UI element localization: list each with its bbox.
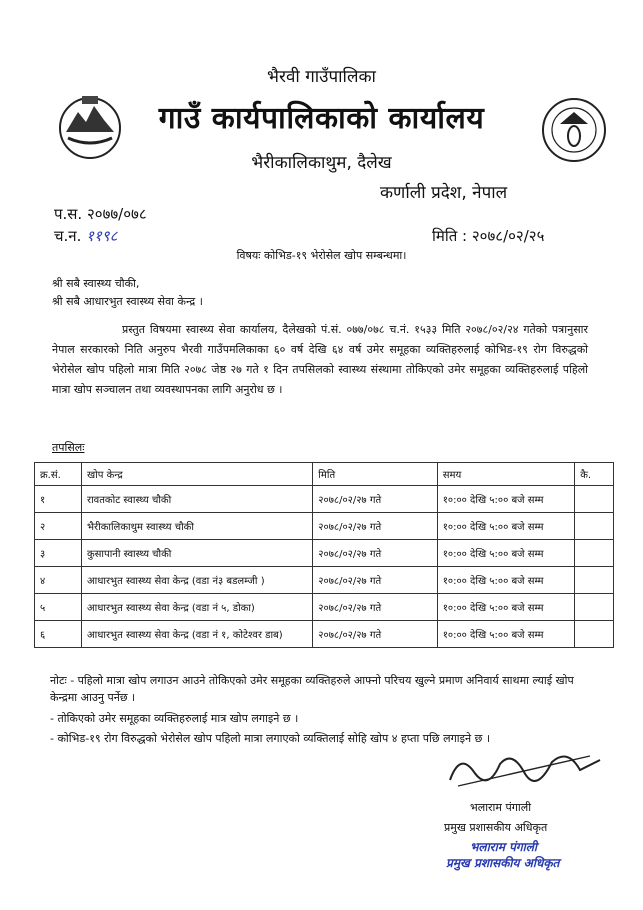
col-header-sn: क्र.सं. <box>35 463 82 486</box>
cell-date: २०७८/०२/२७ गते <box>313 567 437 594</box>
handwritten-signature <box>440 742 610 792</box>
cell-remarks <box>575 621 614 648</box>
letter-date: मिति : २०७८/०२/२५ <box>432 227 545 245</box>
cell-time: १०:०० देखि ५:०० बजे सम्म <box>437 540 574 567</box>
cell-center: आधारभुत स्वास्थ्य सेवा केन्द्र (वडा नं३ बडलम्जी ) <box>81 567 312 594</box>
chalani-label: च.न. <box>54 227 82 245</box>
cell-sn: ६ <box>35 621 82 648</box>
cell-remarks <box>575 567 614 594</box>
table-header-row <box>35 463 614 486</box>
office-location: भैरीकालिकाथुम, दैलेख <box>251 153 392 173</box>
addressee-2: श्री सबै आधारभुत स्वास्थ्य सेवा केन्द्र । <box>52 295 203 308</box>
col-header-center: खोप केन्द्र <box>81 463 312 486</box>
cell-sn: ५ <box>35 594 82 621</box>
cell-time: १०:०० देखि ५:०० बजे सम्म <box>437 513 574 540</box>
cell-date: २०७८/०२/२७ गते <box>313 540 437 567</box>
cell-center: कुसापानी स्वास्थ्य चौकी <box>81 540 312 567</box>
stamp-title: प्रमुख प्रशासकीय अधिकृत <box>446 856 560 870</box>
body-paragraph: प्रस्तुत विषयमा स्वास्थ्य सेवा कार्यालय, दैलेखको पं.सं. ०७७/०७८ च.नं. १५३३ मिति २०७८/०२/२४ गतेको पत्रानुसार नेपाल सरकारको निति अनुरुप भैरवी गाउँपमलिकाका ६० वर्ष देखि ६४ वर्ष उमेर समूहका व्यक्तिहरुलाई कोभिड-१९ रोग विरुद्धको भेरोसेल खोप पहिलो मात्रा मिति २०७८ जेष्ठ २७ गते १ दिन तपसिलको स्वास्थ्य संस्थामा तोकिएको उमेर समूहका व्यक्तिहरुलाई पहिलो मात्रा खोप सञ्चालन तथा व्यवस्थापनका लागि अनुरोध छ । <box>52 323 588 396</box>
cell-center: रावतकोट स्वास्थ्य चौकी <box>81 486 312 513</box>
subject-line: विषयः कोभिड-१९ भेरोसेल खोप सम्बन्धमा। <box>236 249 407 262</box>
chalani-number-row <box>54 226 117 246</box>
cell-remarks <box>575 540 614 567</box>
table-row <box>35 540 614 567</box>
cell-sn: ३ <box>35 540 82 567</box>
table-row <box>35 567 614 594</box>
cell-sn: २ <box>35 513 82 540</box>
cell-remarks <box>575 486 614 513</box>
office-title: गाउँ कार्यपालिकाको कार्यालय <box>158 101 485 136</box>
cell-time: १०:०० देखि ५:०० बजे सम्म <box>437 567 574 594</box>
col-header-date: मिति <box>313 463 437 486</box>
cell-remarks <box>575 513 614 540</box>
cell-center: भैरीकालिकाथुम स्वास्थ्य चौकी <box>81 513 312 540</box>
addressee-1: श्री सबै स्वास्थ्य चौकी, <box>52 277 140 290</box>
cell-center: आधारभुत स्वास्थ्य सेवा केन्द्र (वडा नं १, कोटेश्वर डाब) <box>81 621 312 648</box>
table-row <box>35 486 614 513</box>
table-row <box>35 621 614 648</box>
province-name: कर्णाली प्रदेश, नेपाल <box>380 183 508 203</box>
table-row <box>35 513 614 540</box>
tapsil-label: तपसिलः <box>52 441 85 454</box>
col-header-remarks: कै. <box>575 463 614 486</box>
cell-time: १०:०० देखि ५:०० बजे सम्म <box>437 594 574 621</box>
stamp-name: भलाराम पंगाली <box>470 840 537 854</box>
cell-date: २०७८/०२/२७ गते <box>313 621 437 648</box>
cell-date: २०७८/०२/२७ गते <box>313 486 437 513</box>
cell-date: २०७८/०२/२७ गते <box>313 513 437 540</box>
note-2: - तोकिएको उमेर समूहका व्यक्तिहरुलाई मात्र खोप लगाइने छ । <box>50 712 299 725</box>
vaccination-schedule-table <box>34 462 614 648</box>
cell-center: आधारभुत स्वास्थ्य सेवा केन्द्र (वडा नं ५, डोका) <box>81 594 312 621</box>
signatory-title: प्रमुख प्रशासकीय अधिकृत <box>444 821 548 834</box>
chalani-number: ११९८ <box>86 227 118 245</box>
municipality-name: भैरवी गाउँपालिका <box>267 67 376 87</box>
cell-date: २०७८/०२/२७ गते <box>313 594 437 621</box>
note-1: नोटः - पहिलो मात्रा खोप लगाउन आउने तोकिएको उमेर समूहका व्यक्तिहरुले आफ्नो परिचय खुल्ने प्रमाण अनिवार्य साथमा ल्याई खोप केन्द्रमा आउनु पर्नेछ । <box>50 674 574 704</box>
cell-time: १०:०० देखि ५:०० बजे सम्म <box>437 621 574 648</box>
signatory-name: भलाराम पंगाली <box>470 801 532 814</box>
cell-time: १०:०० देखि ५:०० बजे सम्म <box>437 486 574 513</box>
col-header-time: समय <box>437 463 574 486</box>
cell-sn: १ <box>35 486 82 513</box>
cell-remarks <box>575 594 614 621</box>
note-3: - कोभिड-१९ रोग विरुद्धको भेरोसेल खोप पहिलो मात्रा लगाएको व्यक्तिलाई सोहि खोप ४ हप्ता पछि लगाइने छ । <box>50 732 490 745</box>
patra-sankhya: प.स. २०७७/०७८ <box>54 205 147 223</box>
cell-sn: ४ <box>35 567 82 594</box>
table-row <box>35 594 614 621</box>
